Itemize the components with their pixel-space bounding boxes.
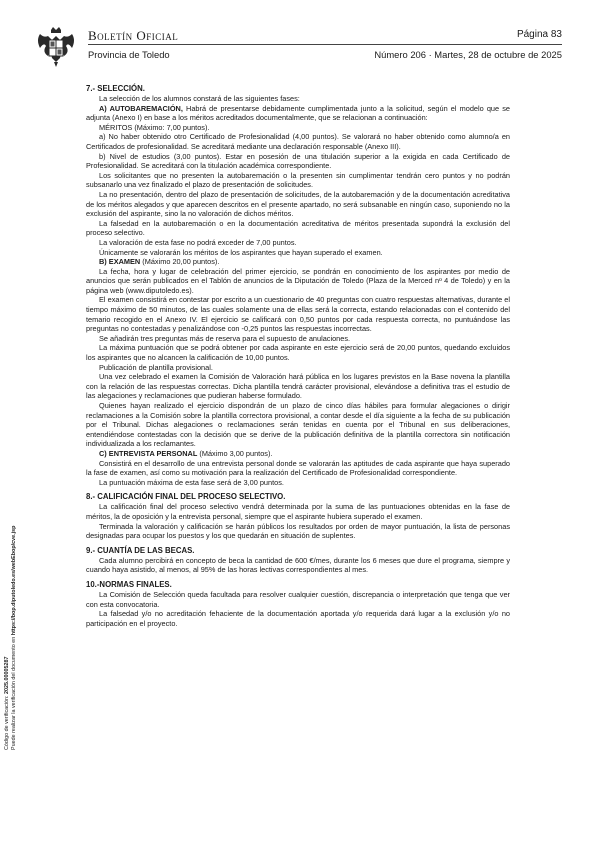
section-8-title: 8.- CALIFICACIÓN FINAL DEL PROCESO SELECTIVO. xyxy=(86,492,286,502)
paragraph: La calificación final del proceso selectivo vendrá determinada por la suma de las puntuaciones obtenidas en la fase de méritos, la de oposición y la entrevista personal, siempre que el aspirante hubiera superado el examen. xyxy=(86,502,510,521)
header-rule xyxy=(88,44,562,45)
paragraph: Una vez celebrado el examen la Comisión de Valoración hará pública en los lugares previstos en la Base novena la plantilla con la relación de las respuestas correctas. Dicha plantilla tendrá carácter provisional, elevándose a definitiva tras el estudio de las alegaciones y reclamaciones que pudieran haberse formulado. xyxy=(86,372,510,401)
verification-code-label: Código de verificación: xyxy=(4,693,10,750)
paragraph: Terminada la valoración y calificación se harán públicos los resultados por orden de mayor puntuación, la lista de personas designadas para ocupar los puestos y los que quedarán en situación de suplentes. xyxy=(86,521,510,541)
bulletin-title: Boletín Oficial xyxy=(88,28,179,43)
paragraph: La valoración de esta fase no podrá exceder de 7,00 puntos. xyxy=(99,237,297,247)
entrevista-heading: C) ENTREVISTA PERSONAL xyxy=(99,448,198,458)
entrevista-text: (Máximo 3,00 puntos). xyxy=(197,448,273,458)
verification-code: 2025.00005287 xyxy=(4,656,10,694)
paragraph: Los solicitantes que no presenten la autobaremación o la presenten sin cumplimentar tendrán cero puntos y no podrán subsanarlo una vez finalizado el plazo de presentación de solicitudes. xyxy=(86,170,510,190)
section-7-title: 7.- SELECCIÓN. xyxy=(86,84,145,93)
autobaremacion-paragraph xyxy=(86,104,510,123)
page-header xyxy=(34,26,562,72)
paragraph: La falsedad y/o no acreditación fehaciente de la documentación aportada y/o requerida dará lugar a la exclusión y/o no participación en el proyecto. xyxy=(86,609,510,628)
paragraph: La Comisión de Selección queda facultada para resolver cualquier cuestión, discrepancia o interpretación que tenga que ver con esta convocatoria. xyxy=(86,589,510,609)
coat-of-arms-logo xyxy=(34,26,78,68)
paragraph: Únicamente se valorarán los méritos de los aspirantes que hayan superado el examen. xyxy=(99,247,383,257)
paragraph: La puntuación máxima de esta fase será de 3,00 puntos. xyxy=(99,477,284,487)
paragraph: La no presentación, dentro del plazo de presentación de solicitudes, de la autobaremación y de la documentación acreditativa de los méritos alegados y que aparecen descritos en el presente apartado, no será subsanable en ningún caso, suponiendo no la exclusión del aspirante, sino la no valoración de dichos méritos. xyxy=(86,189,510,219)
section-9-title: 9.- CUANTÍA DE LAS BECAS. xyxy=(86,545,195,555)
examen-paragraph xyxy=(86,257,510,267)
paragraph: Publicación de plantilla provisional. xyxy=(99,362,213,372)
paragraph: El examen consistirá en contestar por escrito a un cuestionario de 40 preguntas con cuatro respuestas alternativas, durante el tiempo máximo de 50 minutos, de las cuales solamente una de ellas será la correcta, estando relacionadas con el contenido del temario recogido en el Anexo IV. El ejercicio se calificará con 0,50 puntos por cada respuesta correcta, no puntuándose las preguntas no contestadas y penalizándose con -0,25 puntos las respuestas incorrectas. xyxy=(86,295,510,334)
paragraph: Se añadirán tres preguntas más de reserva para el supuesto de anulaciones. xyxy=(99,333,351,343)
paragraph: a) No haber obtenido otro Certificado de Profesionalidad (4,00 puntos). Se valorará no haber obtenido como alumno/a en Certificados de profesionalidad. Se acreditará mediante una declaración responsable (Anexo III). xyxy=(86,132,510,151)
paragraph: b) Nivel de estudios (3,00 puntos). Estar en posesión de una titulación superior a la exigida en cada Certificado de Profesionalidad. Se acreditará con la titulación académica correspondiente. xyxy=(86,151,510,171)
verification-url[interactable]: https://bop.diputoledo.es/webEbop/cve.jsp xyxy=(11,525,18,636)
issue-info: Número 206 · Martes, 28 de octubre de 2025 xyxy=(374,49,562,60)
verification-url-line xyxy=(11,230,18,750)
paragraph: Quienes hayan realizado el ejercicio dispondrán de un plazo de cinco días hábiles para formular alegaciones o dirigir reclamaciones a la Comisión sobre la plantilla correctora provisional, a contar desde el día siguiente a la fecha de su publicación por el Tribunal. Dichas alegaciones o reclamaciones serán tenidas en cuenta por el Tribunal en sus deliberaciones, entendiéndose contestadas con la decisión que se derive de la publicación definitiva de la plantilla correctora sin notificación individualizada a los reclamantes. xyxy=(86,401,510,449)
document-body xyxy=(86,84,510,628)
verification-code-line xyxy=(4,230,11,750)
paragraph: La máxima puntuación que se podrá obtener por cada aspirante en este ejercicio será de 20,00 puntos, quedando excluidos los aspirantes que no alcancen la calificación de 10,00 puntos. xyxy=(86,343,510,363)
verification-url-label: Puede realizar la verificación del documento en xyxy=(11,635,18,750)
verification-sidebar xyxy=(4,230,18,750)
paragraph: Cada alumno percibirá en concepto de beca la cantidad de 600 €/mes, durante los 6 meses que dure el programa, siempre y cuando haya asistido, al menos, al 95% de las horas lectivas correspondientes al mes. xyxy=(86,555,510,575)
paragraph: La falsedad en la autobaremación o en la documentación acreditativa de méritos presentada supondrá la exclusión del proceso selectivo. xyxy=(86,218,510,238)
autobaremacion-heading: A) AUTOBAREMACIÓN, xyxy=(99,103,183,113)
autobaremacion-text: Habrá de presentarse debidamente cumplimentada junto a la solicitud, según el modelo que se adjunta (Anexo I) en base a los méritos acreditados documentalmente, que se relacionan a continuación: xyxy=(86,103,510,123)
examen-heading: B) EXAMEN xyxy=(99,257,141,267)
examen-text: (Máximo 20,00 puntos). xyxy=(140,257,220,267)
page-number: Página 83 xyxy=(516,29,562,40)
paragraph: La fecha, hora y lugar de celebración del primer ejercicio, se pondrán en conocimiento de los aspirantes por medio de anuncios que serán publicados en el Tablón de anuncios de la Diputación de Toledo (Plaza de la Merced nº 4 de Toledo) y en la página web (www.diputoledo.es). xyxy=(86,266,510,295)
paragraph: Consistirá en el desarrollo de una entrevista personal donde se valorarán las aptitudes de cada aspirante que haya superado la fase de examen, así como su motivación para la realización del Certificado de Profesionalidad correspondiente. xyxy=(86,458,510,478)
paragraph: MÉRITOS (Máximo: 7,00 puntos). xyxy=(99,122,210,132)
entrevista-paragraph xyxy=(86,449,510,459)
paragraph: La selección de los alumnos constará de las siguientes fases: xyxy=(99,94,300,103)
province-name: Provincia de Toledo xyxy=(88,49,170,60)
section-10-title: 10.-NORMAS FINALES. xyxy=(86,579,172,589)
